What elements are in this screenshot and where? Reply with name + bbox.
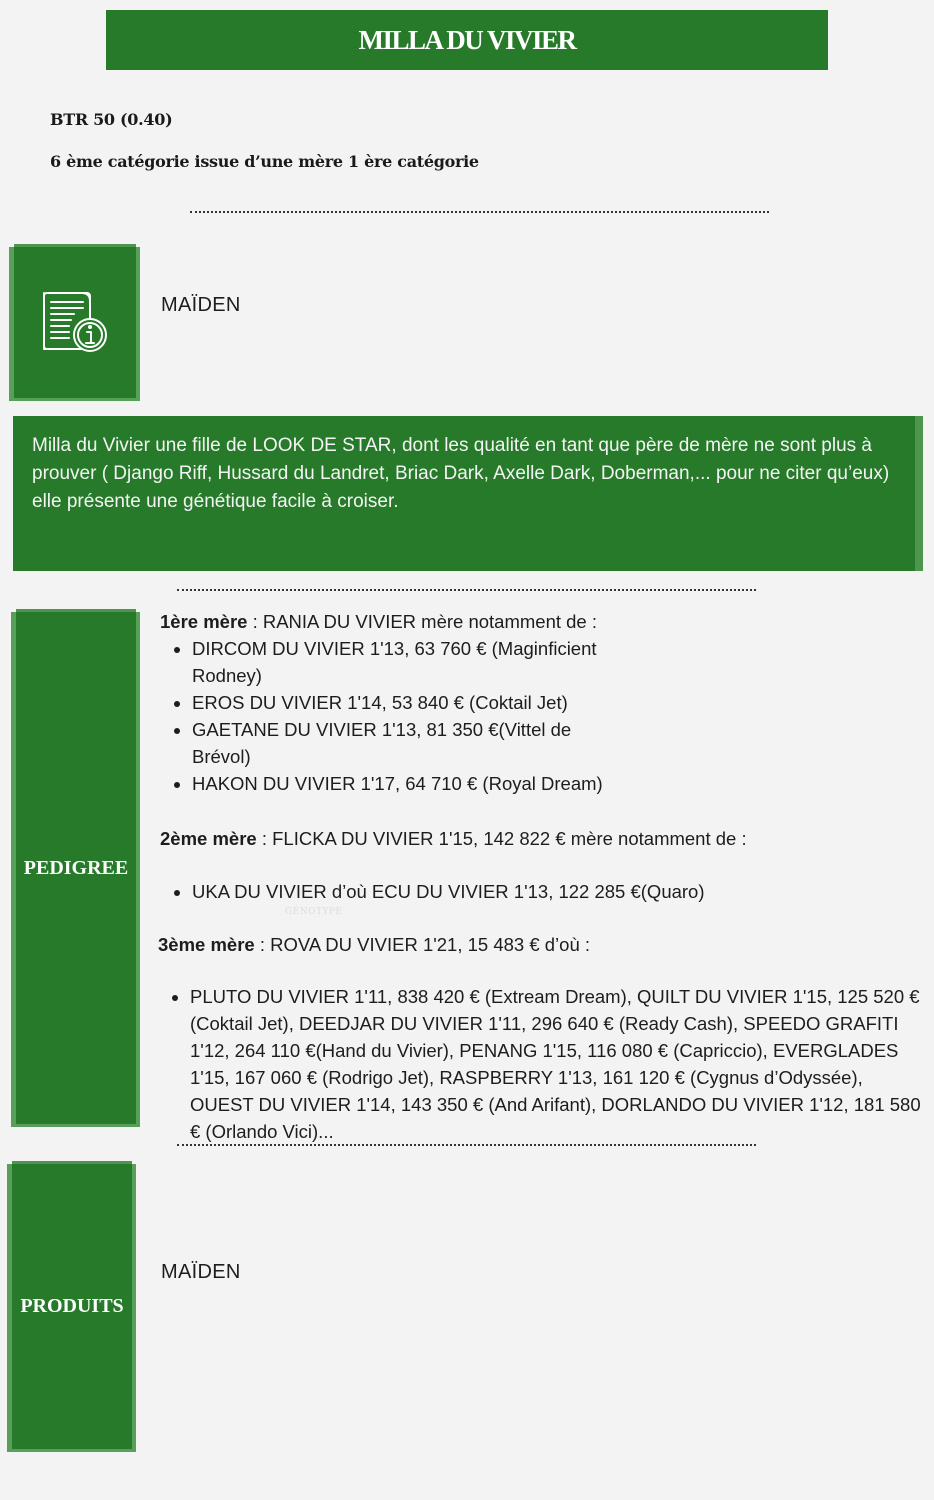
dotted-divider xyxy=(177,589,756,591)
third-dam-label: 3ème mère xyxy=(158,934,255,955)
second-dam-line xyxy=(160,825,925,852)
watermark: GÉNOTYPE xyxy=(285,907,343,917)
first-dam-label: 1ère mère xyxy=(160,611,248,632)
third-dam-text: : ROVA DU VIVIER 1'21, 15 483 € d’où : xyxy=(254,934,591,955)
produits-label: PRODUITS xyxy=(20,1295,124,1317)
third-dam-offspring xyxy=(160,983,925,1145)
list-item: • HAKON DU VIVIER 1'17, 64 710 € (Royal Dream) xyxy=(192,770,632,797)
info-icon-box xyxy=(14,244,136,398)
dotted-divider xyxy=(190,211,769,213)
second-dam-label: 2ème mère xyxy=(160,828,257,849)
list-item: • DIRCOM DU VIVIER 1'13, 63 760 € (Maginficient Rodney) xyxy=(192,635,632,689)
description-text: Milla du Vivier une fille de LOOK DE STAR, dont les qualité en tant que père de mère ne sont plus à prouver ( Django Riff, Hussard du Landret, Briac Dark, Axelle Dark, Doberman,... pour ne citer qu’eux) elle présente une génétique facile à croiser. xyxy=(32,435,890,512)
produits-box xyxy=(12,1161,132,1449)
list-item: • PLUTO DU VIVIER 1'11, 838 420 € (Extream Dream), QUILT DU VIVIER 1'15, 125 520 € (Coktail Jet), DEEDJAR DU VIVIER 1'11, 296 640 € (Ready Cash), SPEEDO GRAFITI 1'12, 264 110 €(Hand du Vivier), PENANG 1'15, 116 080 € (Capriccio), EVERGLADES 1'15, 167 060 € (Rodrigo Jet), RASPBERRY 1'13, 161 120 € (Cygnus d’Odyssée), OUEST DU VIVIER 1'14, 143 350 € (And Arifant), DORLANDO DU VIVIER 1'12, 181 580 € (Orlando Vici)... xyxy=(190,983,925,1145)
document-info-icon xyxy=(14,247,136,398)
dotted-divider xyxy=(177,1144,756,1146)
description-box xyxy=(13,416,923,571)
second-dam-text: : FLICKA DU VIVIER 1'15, 142 822 € mère notamment de : xyxy=(256,828,747,849)
list-item: • UKA DU VIVIER d’où ECU DU VIVIER 1'13, 122 285 €(Quaro) xyxy=(192,878,925,905)
list-item: • GAETANE DU VIVIER 1'13, 81 350 €(Vittel de Brévol) xyxy=(192,716,632,770)
list-item: • EROS DU VIVIER 1'14, 53 840 € (Coktail Jet) xyxy=(192,689,632,716)
pedigree-box xyxy=(16,609,136,1124)
pedigree-content xyxy=(160,608,925,1145)
pedigree-label: PEDIGREE xyxy=(23,856,129,879)
category-line: 6 ème catégorie issue d’une mère 1 ère catégorie xyxy=(50,152,479,171)
first-dam-line xyxy=(160,608,925,635)
page-title: MILLA DU VIVIER xyxy=(106,10,828,70)
btr-rating: BTR 50 (0.40) xyxy=(50,110,173,129)
first-dam-text: : RANIA DU VIVIER mère notamment de : xyxy=(247,611,598,632)
produits-text: MAÏDEN xyxy=(161,1261,241,1283)
status-text: MAÏDEN xyxy=(161,294,241,316)
third-dam-line xyxy=(158,931,925,958)
second-dam-offspring xyxy=(160,878,925,905)
first-dam-offspring xyxy=(160,635,632,797)
